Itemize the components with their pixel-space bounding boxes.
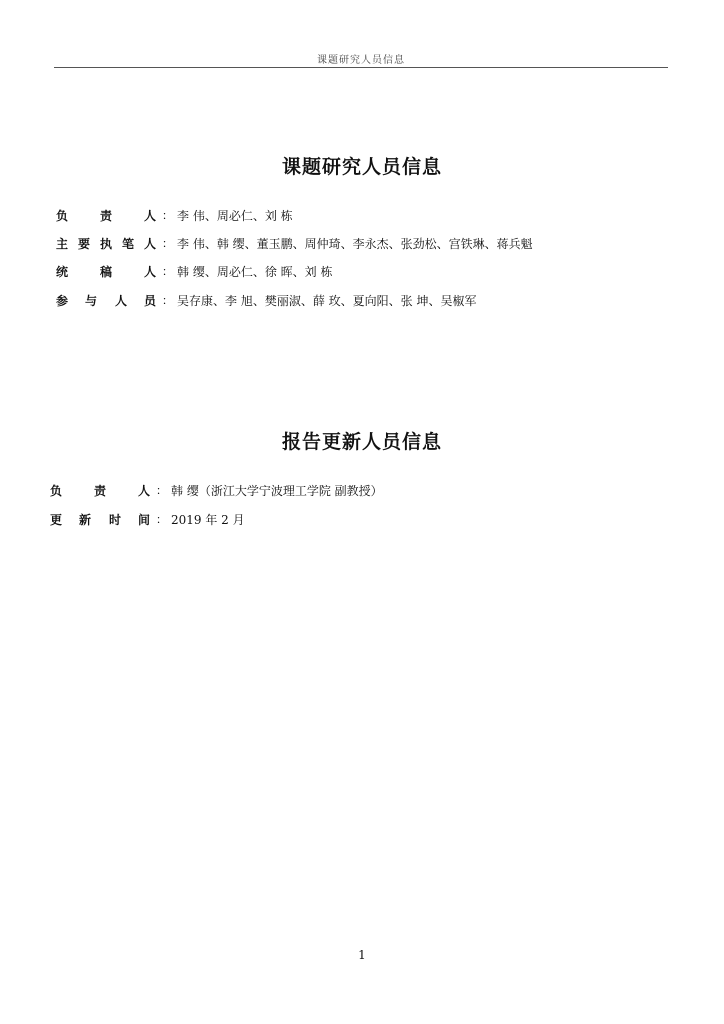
label-char: 人 [144, 237, 157, 251]
label-char: 参 [56, 294, 69, 308]
row-label [56, 292, 156, 310]
row-value: 韩 缨、周必仁、徐 晖、刘 栋 [177, 265, 333, 279]
row-value: 2019 年 2 月 [171, 513, 245, 527]
label-char: 笔 [122, 237, 135, 251]
header-rule [54, 67, 668, 68]
label-char: 负 [56, 209, 69, 223]
label-char: 责 [100, 209, 113, 223]
label-char: 更 [50, 513, 63, 527]
label-char: 人 [144, 265, 157, 279]
label-char: 统 [56, 265, 69, 279]
row-value: 李 伟、周必仁、刘 栋 [177, 209, 293, 223]
row-colon: ： [162, 265, 173, 278]
label-char: 与 [85, 294, 98, 308]
row-value: 韩 缨（浙江大学宁波理工学院 副教授） [171, 484, 383, 498]
label-char: 人 [144, 209, 157, 223]
row-label [56, 235, 156, 253]
row-colon: ： [162, 294, 173, 307]
row-value: 吴存康、李 旭、樊丽淑、薛 玫、夏向阳、张 坤、吴椒军 [177, 294, 477, 308]
label-char: 新 [79, 513, 92, 527]
row-label [56, 207, 156, 225]
row-colon: ： [156, 513, 167, 526]
row-label [56, 263, 156, 281]
label-char: 责 [94, 484, 107, 498]
label-char: 人 [138, 484, 151, 498]
label-char: 间 [138, 513, 151, 527]
label-char: 执 [100, 237, 113, 251]
page-header: 课题研究人员信息 [317, 55, 405, 66]
page-number: 1 [358, 948, 366, 962]
label-char: 时 [109, 513, 122, 527]
row-label [50, 511, 150, 529]
section-title-update: 报告更新人员信息 [281, 431, 442, 453]
label-char: 要 [78, 237, 91, 251]
label-char: 稿 [100, 265, 113, 279]
label-char: 主 [56, 237, 69, 251]
label-char: 负 [50, 484, 63, 498]
row-colon: ： [162, 237, 173, 250]
section-title-research: 课题研究人员信息 [281, 156, 442, 178]
row-colon: ： [156, 484, 167, 497]
label-char: 员 [144, 294, 157, 308]
row-colon: ： [162, 209, 173, 222]
row-value: 李 伟、韩 缨、董玉鹏、周仲琦、李永杰、张劲松、宫铁琳、蒋兵魁 [177, 237, 533, 251]
label-char: 人 [115, 294, 128, 308]
row-label [50, 482, 150, 500]
